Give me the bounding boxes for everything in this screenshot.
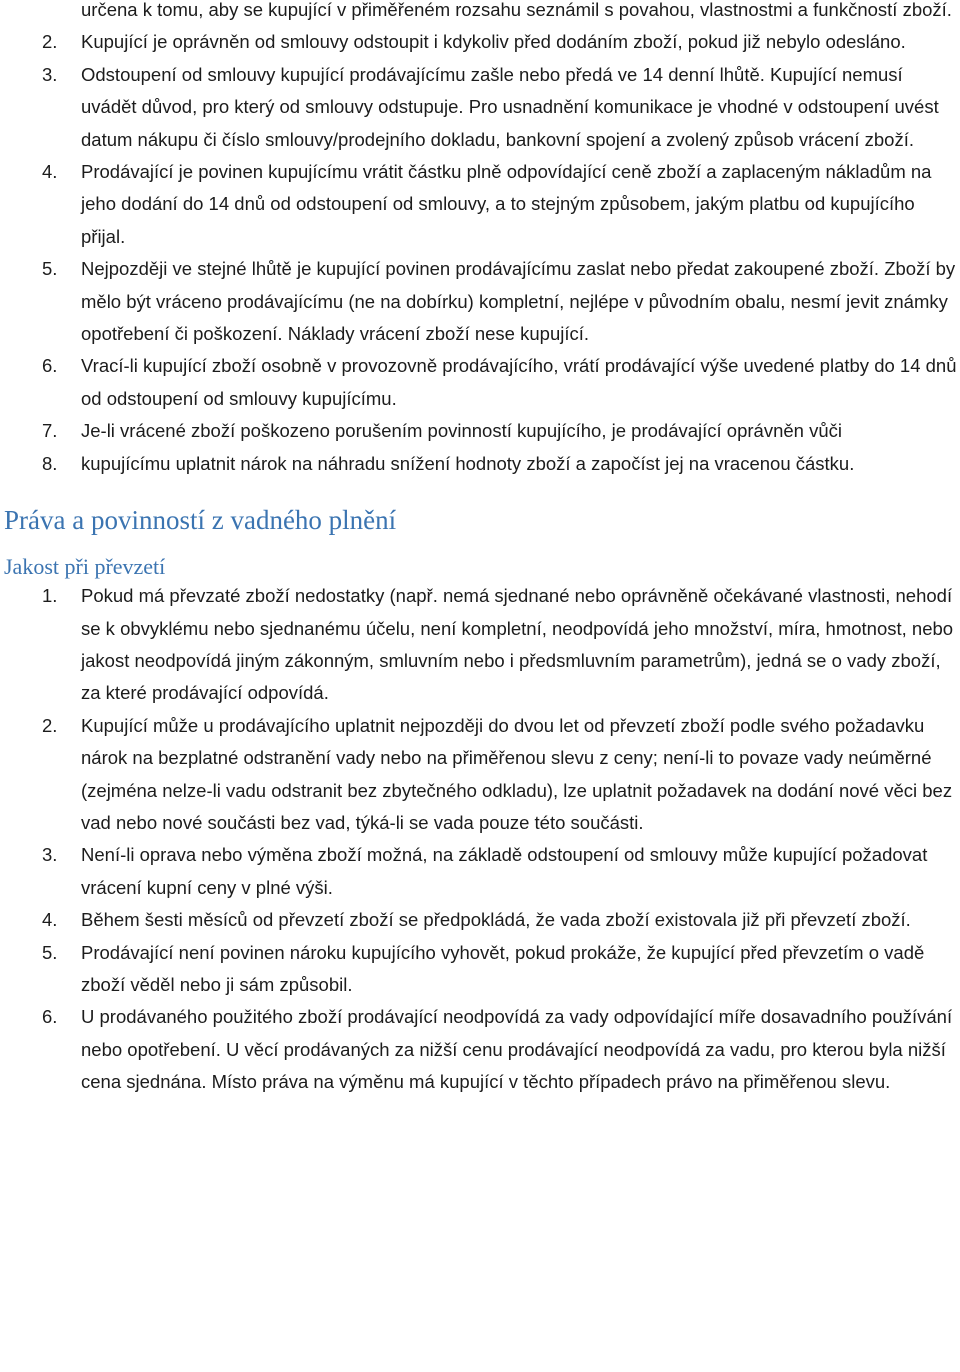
list-item-text: Odstoupení od smlouvy kupující prodávajícímu zašle nebo předá ve 14 denní lhůtě. Kupující nemusí uvádět důvod, pro který od smlouvy odstupuje. Pro usnadnění komunikace je vhodné v odstoupení uvést datum nákupu či číslo smlouvy/prodejního dokladu, bankovní spojení a zvolený způsob vrácení zboží. bbox=[81, 63, 939, 150]
list-number: 5. bbox=[42, 258, 58, 280]
list-number: 6. bbox=[42, 355, 58, 377]
section-heading: Práva a povinností z vadného plnění bbox=[4, 505, 397, 536]
withdrawal-list bbox=[0, 26, 960, 480]
list-number: 2. bbox=[42, 714, 58, 736]
list-item bbox=[0, 415, 960, 447]
list-number: 4. bbox=[42, 161, 58, 183]
list-item bbox=[0, 710, 960, 840]
list-number: 1. bbox=[42, 585, 58, 607]
list-item bbox=[0, 839, 960, 904]
list-item bbox=[0, 937, 960, 1002]
list-item-text: Kupující může u prodávajícího uplatnit nejpozději do dvou let od převzetí zboží podle svého požadavku nárok na bezplatné odstranění vady nebo na přiměřenou slevu z ceny; není-li to povaze vady neúměrné (zejména nelze-li vadu odstranit bez zbytečného odkladu), lze uplatnit požadavek na dodání nové věci bez vad nebo nové součásti bez vad, týká-li se vada pouze této součásti. bbox=[81, 714, 953, 833]
list-number: 3. bbox=[42, 844, 58, 866]
list-number: 8. bbox=[42, 452, 58, 474]
list-item-text: Pokud má převzaté zboží nedostatky (např. nemá sjednané nebo oprávněně očekávané vlastnosti, nehodí se k obvyklému nebo sjednanému účelu, není kompletní, neodpovídá jeho množství, míra, hmotnost, nebo jakost neodpovídá jiným zákonným, smluvním nebo i předsmluvním parametrům), jedná se o vady zboží, za které prodávající odpovídá. bbox=[81, 585, 954, 704]
list-item bbox=[0, 580, 960, 710]
list-item bbox=[0, 904, 960, 936]
list-item-text: Vrací-li kupující zboží osobně v provozovně prodávajícího, vrátí prodávající výše uvedené platby do 14 dnů od odstoupení od smlouvy kupujícímu. bbox=[81, 355, 957, 409]
list-number: 3. bbox=[42, 63, 58, 85]
list-number: 4. bbox=[42, 909, 58, 931]
list-item-1-continuation: určena k tomu, aby se kupující v přiměřeném rozsahu seznámil s povahou, vlastnostmi a funkčností zboží. bbox=[81, 0, 952, 20]
list-number: 7. bbox=[42, 420, 58, 442]
list-item-text: Je-li vrácené zboží poškozeno porušením povinností kupujícího, je prodávající oprávněn vůči bbox=[81, 420, 842, 442]
list-item bbox=[0, 26, 960, 58]
list-item bbox=[0, 156, 960, 253]
list-item-text: Během šesti měsíců od převzetí zboží se předpokládá, že vada zboží existovala již při převzetí zboží. bbox=[81, 909, 911, 931]
defects-list bbox=[0, 580, 960, 1099]
list-item bbox=[0, 59, 960, 156]
list-number: 2. bbox=[42, 31, 58, 53]
subsection-heading: Jakost při převzetí bbox=[4, 554, 166, 580]
list-item-text: Kupující je oprávněn od smlouvy odstoupit i kdykoliv před dodáním zboží, pokud již nebylo odesláno. bbox=[81, 31, 906, 53]
list-item-text: kupujícímu uplatnit nárok na náhradu snížení hodnoty zboží a započíst jej na vracenou částku. bbox=[81, 452, 855, 474]
list-item bbox=[0, 1001, 960, 1098]
list-item-text: U prodávaného použitého zboží prodávající neodpovídá za vady odpovídající míře dosavadního používání nebo opotřebení. U věcí prodávaných za nižší cenu prodávající neodpovídá za vadu, pro kterou byla nižší cena sjednána. Místo práva na výměnu má kupující v těchto případech právo na přiměřenou slevu. bbox=[81, 1006, 953, 1093]
list-item-text: Není-li oprava nebo výměna zboží možná, na základě odstoupení od smlouvy může kupující požadovat vrácení kupní ceny v plné výši. bbox=[81, 844, 928, 898]
list-item-text: Prodávající je povinen kupujícímu vrátit částku plně odpovídající ceně zboží a zaplaceným nákladům na jeho dodání do 14 dnů od odstoupení od smlouvy, a to stejným způsobem, jakým platbu od kupujícího přijal. bbox=[81, 161, 932, 247]
list-item-text: Nejpozději ve stejné lhůtě je kupující povinen prodávajícímu zaslat nebo předat zakoupené zboží. Zboží by mělo být vráceno prodávajícímu (ne na dobírku) kompletní, nejlépe v původním obalu, nesmí jevit známky opotřebení či poškození. Náklady vrácení zboží nese kupující. bbox=[81, 258, 956, 345]
list-item-text: Prodávající není povinen nároku kupujícího vyhovět, pokud prokáže, že kupující před převzetím o vadě zboží věděl nebo ji sám způsobil. bbox=[81, 941, 925, 995]
list-item bbox=[0, 253, 960, 350]
list-item bbox=[0, 350, 960, 415]
list-number: 5. bbox=[42, 941, 58, 963]
list-item bbox=[0, 448, 960, 480]
list-number: 6. bbox=[42, 1006, 58, 1028]
